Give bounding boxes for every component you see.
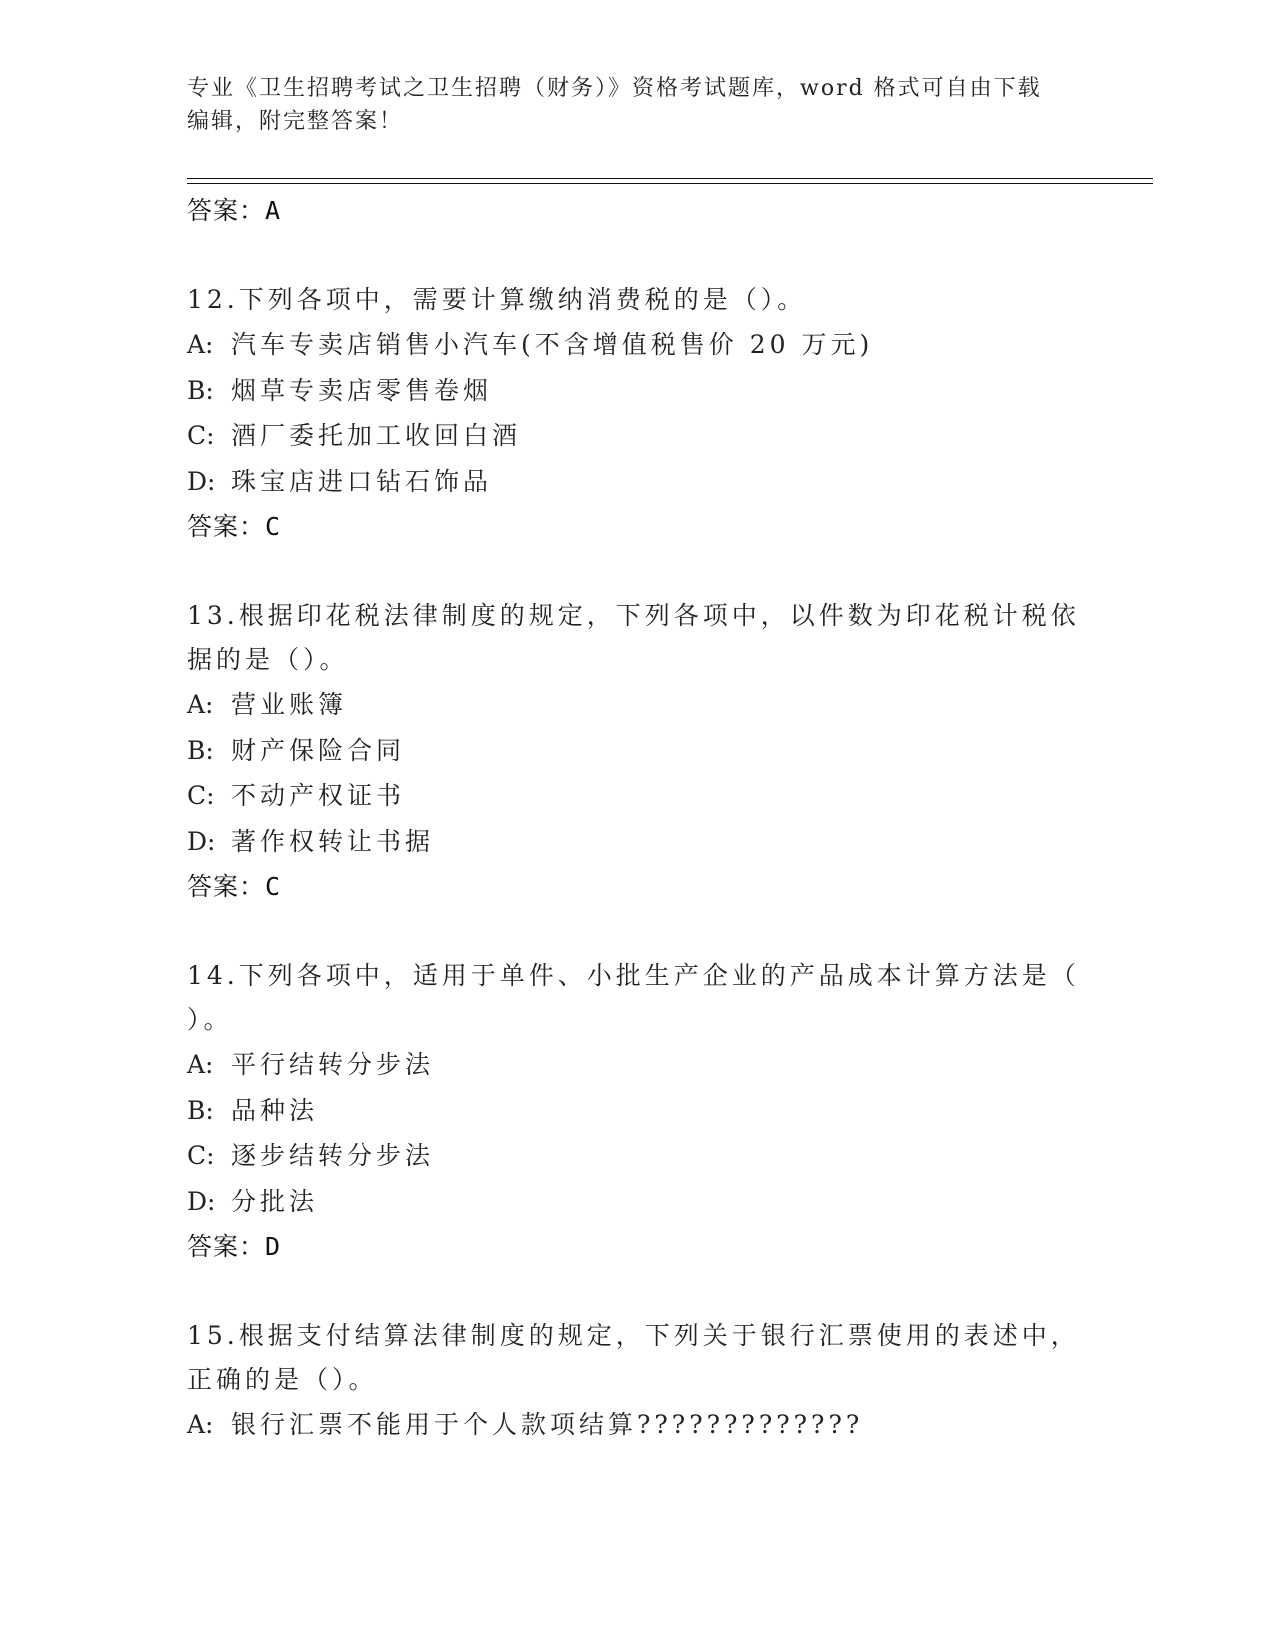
answer-line [187,864,1087,910]
option-c [187,413,1087,459]
option-key: A: [187,690,214,719]
option-d [187,459,1087,505]
answer-value: D [265,1232,282,1261]
answer-value: C [265,872,282,901]
option-text: 品种法 [231,1095,319,1125]
option-key: C: [187,1141,215,1170]
question-stem-continued: ）。 [187,1005,233,1034]
option-text: 财产保险合同 [231,735,406,765]
header-line-1: 专业《卫生招聘考试之卫生招聘（财务）》资格考试题库，word 格式可自由下载 [187,76,1042,101]
option-key: C: [187,781,215,810]
answer-line [187,504,1087,550]
option-key: A: [187,330,214,359]
answer-label: 答案： [187,196,266,225]
option-a [187,1402,1087,1448]
option-key: B: [187,735,214,765]
option-text: 不动产权证书 [231,781,406,810]
answer-value: A [265,196,282,225]
question-stem: 14.下列各项中，适用于单件、小批生产企业的产品成本计算方法是（ [187,961,1080,990]
document-header [187,72,1067,138]
option-d [187,819,1087,865]
question-list [187,188,1087,1448]
question-13 [187,594,1087,910]
answer-label: 答案： [187,872,266,901]
option-b [187,728,1087,774]
answer-label: 答案： [187,1232,266,1261]
option-key: A: [187,1410,214,1439]
question-stem: 13.根据印花税法律制度的规定，下列各项中，以件数为印花税计税依 [187,601,1080,630]
option-d [187,1179,1087,1225]
option-key: D: [187,466,216,496]
question-stem: 15.根据支付结算法律制度的规定，下列关于银行汇票使用的表述中， [187,1321,1080,1350]
option-text: 分批法 [231,1186,319,1216]
option-key: D: [187,826,216,856]
option-text: 珠宝店进口钻石饰品 [231,466,493,496]
option-a [187,682,1087,728]
option-key: B: [187,1095,214,1125]
answer-label: 答案： [187,512,266,541]
option-c [187,1133,1087,1179]
option-text: 酒厂委托加工收回白酒 [231,421,522,450]
question-12 [187,278,1087,550]
option-key: C: [187,421,215,450]
header-line-2: 编辑，附完整答案！ [187,109,404,134]
option-b [187,368,1087,414]
question-15 [187,1314,1087,1448]
question-stem-continued: 正确的是（）。 [187,1365,378,1394]
option-text: 烟草专卖店零售卷烟 [231,375,493,405]
option-text: 营业账簿 [231,690,348,719]
question-stem: 12.下列各项中，需要计算缴纳消费税的是（）。 [187,285,807,314]
option-key: D: [187,1186,216,1216]
option-a [187,1042,1087,1088]
option-c [187,773,1087,819]
question-stem-continued: 据的是（）。 [187,645,349,674]
option-text: 著作权转让书据 [231,826,435,856]
option-key: A: [187,1050,214,1079]
question-14 [187,954,1087,1270]
option-b [187,1088,1087,1134]
option-text: 逐步结转分步法 [231,1141,435,1170]
header-divider-top [187,178,1153,179]
answer-line [187,188,1087,234]
header-divider-bottom [187,183,1153,184]
option-text: 汽车专卖店销售小汽车(不含增值税售价 20 万元) [231,330,874,359]
option-text: 银行汇票不能用于个人款项结算????????????? [231,1410,864,1439]
answer-line [187,1224,1087,1270]
answer-value: C [265,512,282,541]
option-key: B: [187,375,214,405]
option-a [187,322,1087,368]
option-text: 平行结转分步法 [231,1050,435,1079]
